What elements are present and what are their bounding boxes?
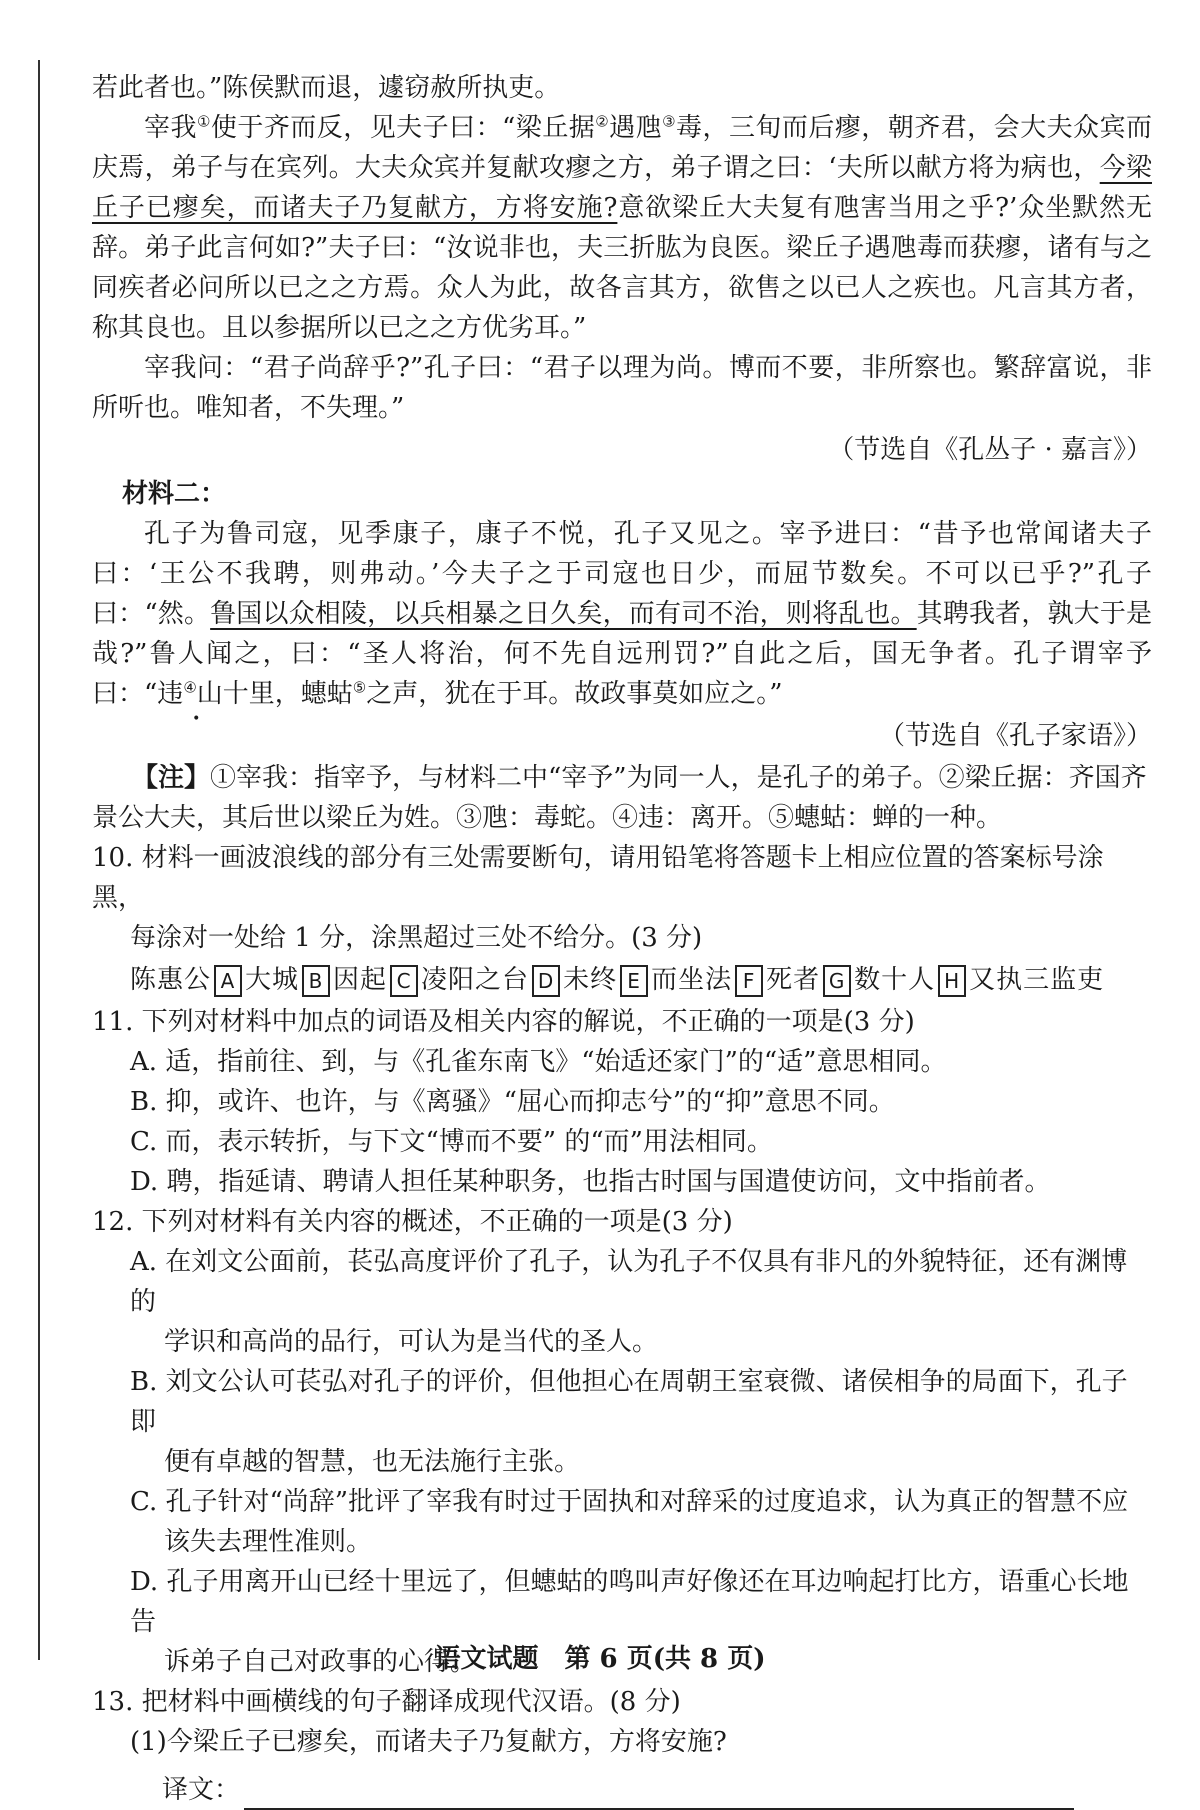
annotation-notes: 【注】①宰我：指宰予，与材料二中“宰予”为同一人，是孔子的弟子。②梁丘据：齐国齐景公大夫，其后世以梁丘为姓。③虺：毒蛇。④违：离开。⑤蟪蛄：蝉的一种。: [92, 763, 1147, 833]
translation-answer-line[interactable]: [244, 1778, 1074, 1810]
footnote-mark-3: ③: [662, 112, 677, 131]
break-box-a[interactable]: A: [214, 965, 242, 997]
question-12-option-d-cont: 诉弟子自己对政事的心得。: [164, 1647, 477, 1677]
material2-source: （节选自《孔子家语》）: [878, 721, 1152, 751]
underlined-sentence-2: 鲁国以众相陵，以兵相暴之日久矣，而有司不治，则将乱也。: [210, 599, 917, 629]
question-13-sentence-1: (1)今梁丘子已瘳矣，而诸夫子乃复献方，方将安施?: [130, 1727, 727, 1757]
question-11-option-c: C. 而，表示转折，与下文“博而不要” 的“而”用法相同。: [130, 1127, 773, 1157]
question-10-stem-cont: 每涂对一处给 1 分，涂黑超过三处不给分。(3 分): [130, 923, 703, 953]
material1-paragraph-3: 宰我问：“君子尚辞乎?”孔子曰：“君子以理为尚。博而不要，非所察也。繁辞富说，非所听也。唯知者，不失理。”: [92, 353, 1152, 423]
dotted-word-wei: 违: [157, 679, 184, 709]
question-11-option-b: B. 抑，或许、也许，与《离骚》“屈心而抑志兮”的“抑”意思不同。: [130, 1087, 895, 1117]
question-11-option-a: A. 适，指前往、到，与《孔雀东南飞》“始适还家门”的“适”意思相同。: [130, 1047, 947, 1077]
question-13-stem: 13. 把材料中画横线的句子翻译成现代汉语。(8 分): [92, 1687, 681, 1717]
break-box-f[interactable]: F: [735, 965, 763, 997]
break-box-b[interactable]: B: [302, 965, 330, 997]
footnote-mark-2: ②: [595, 112, 610, 131]
annotation-label: 【注】: [132, 763, 211, 793]
question-12-option-c-cont: 该失去理性准则。: [164, 1527, 373, 1557]
break-box-h[interactable]: H: [938, 965, 966, 997]
footnote-mark-4: ④: [183, 678, 197, 697]
sentence-break-options: 陈惠公 A 大城 B 因起 C 凌阳之台 D 未终 E 而坐法 F 死者 G 数十人 H 又执三监吏: [130, 965, 1105, 995]
underlined-sentence-1: 今梁丘子已瘳矣，而诸夫子乃复献方，方将安施?: [92, 153, 1152, 223]
question-12-option-b: B. 刘文公认可苌弘对孔子的评价，但他担心在周朝王室衰微、诸侯相争的局面下，孔子即: [130, 1367, 1128, 1437]
question-10-stem: 10. 材料一画波浪线的部分有三处需要断句，请用铅笔将答题卡上相应位置的答案标号涂黑，: [92, 843, 1104, 913]
material2-paragraph: 孔子为鲁司寇，见季康子，康子不悦，孔子又见之。宰予进曰：“昔予也常闻诸夫子曰：‘王公不我聘，则弗动。’今夫子之于司寇也日少，而屈节数矣。不可以已乎?”孔子曰：“然。鲁国以众相陵，以兵相暴之日久矣，而有司不治，则将乱也。其聘我者，孰大于是哉?”鲁人闻之，曰：“圣人将治，何不先自远刑罚?”自此之后，国无争者。孔子谓宰予曰：“违④山十里，蟪蛄⑤之声，犹在于耳。故政事莫如应之。”: [92, 519, 1152, 709]
question-11-stem: 11. 下列对材料中加点的词语及相关内容的解说，不正确的一项是(3 分): [92, 1007, 915, 1037]
exam-page: [92, 68, 1152, 1810]
break-box-c[interactable]: C: [390, 965, 418, 997]
material1-paragraph-2: 宰我①使于齐而反，见夫子曰：“梁丘据②遇虺③毒，三旬而后瘳，朝齐君，会大夫众宾而庆焉，弟子与在宾列。大夫众宾并复献攻瘳之方，弟子谓之曰：‘夫所以献方将为病也，今梁丘子已瘳矣，而诸夫子乃复献方，方将安施?意欲梁丘大夫复有虺害当用之乎?’众坐默然无辞。弟子此言何如?”夫子曰：“汝说非也，夫三折肱为良医。梁丘子遇虺毒而获瘳，诸有与之同疾者必问所以已之之方焉。众人为此，故各言其方，欲售之以已人之疾也。凡言其方者，称其良也。且以参据所以已之之方优劣耳。”: [92, 112, 1152, 343]
page-footer: 语文试题 第 6 页(共 8 页): [434, 1644, 766, 1674]
translation-answer-row: [162, 1770, 1152, 1810]
question-12-option-a-cont: 学识和高尚的品行，可认为是当代的圣人。: [164, 1327, 659, 1357]
break-box-e[interactable]: E: [620, 965, 648, 997]
footnote-mark-5: ⑤: [352, 678, 367, 697]
question-12-option-c: C. 孔子针对“尚辞”批评了宰我有时过于固执和对辞采的过度追求，认为真正的智慧不应: [130, 1487, 1129, 1517]
material1-continuation: 若此者也。”陈侯默而退，遽窃赦所执吏。: [92, 73, 561, 103]
question-12-option-a: A. 在刘文公面前，苌弘高度评价了孔子，认为孔子不仅具有非凡的外貌特征，还有渊博的: [130, 1247, 1128, 1317]
question-12-option-b-cont: 便有卓越的智慧，也无法施行主张。: [164, 1447, 581, 1477]
question-12-stem: 12. 下列对材料有关内容的概述，不正确的一项是(3 分): [92, 1207, 733, 1237]
question-11-option-d: D. 聘，指延请、聘请人担任某种职务，也指古时国与国遣使访问，文中指前者。: [130, 1167, 1051, 1197]
footnote-mark-1: ①: [196, 112, 211, 131]
binding-margin-line: [38, 60, 40, 1660]
question-12-option-d: D. 孔子用离开山已经十里远了，但蟪蛄的鸣叫声好像还在耳边响起打比方，语重心长地告: [130, 1567, 1129, 1637]
break-box-d[interactable]: D: [532, 965, 560, 997]
break-box-g[interactable]: G: [823, 965, 851, 997]
material2-heading: 材料二：: [122, 479, 227, 509]
translation-label: 译文：: [162, 1775, 241, 1805]
material1-source: （节选自《孔丛子 · 嘉言》）: [828, 435, 1152, 465]
